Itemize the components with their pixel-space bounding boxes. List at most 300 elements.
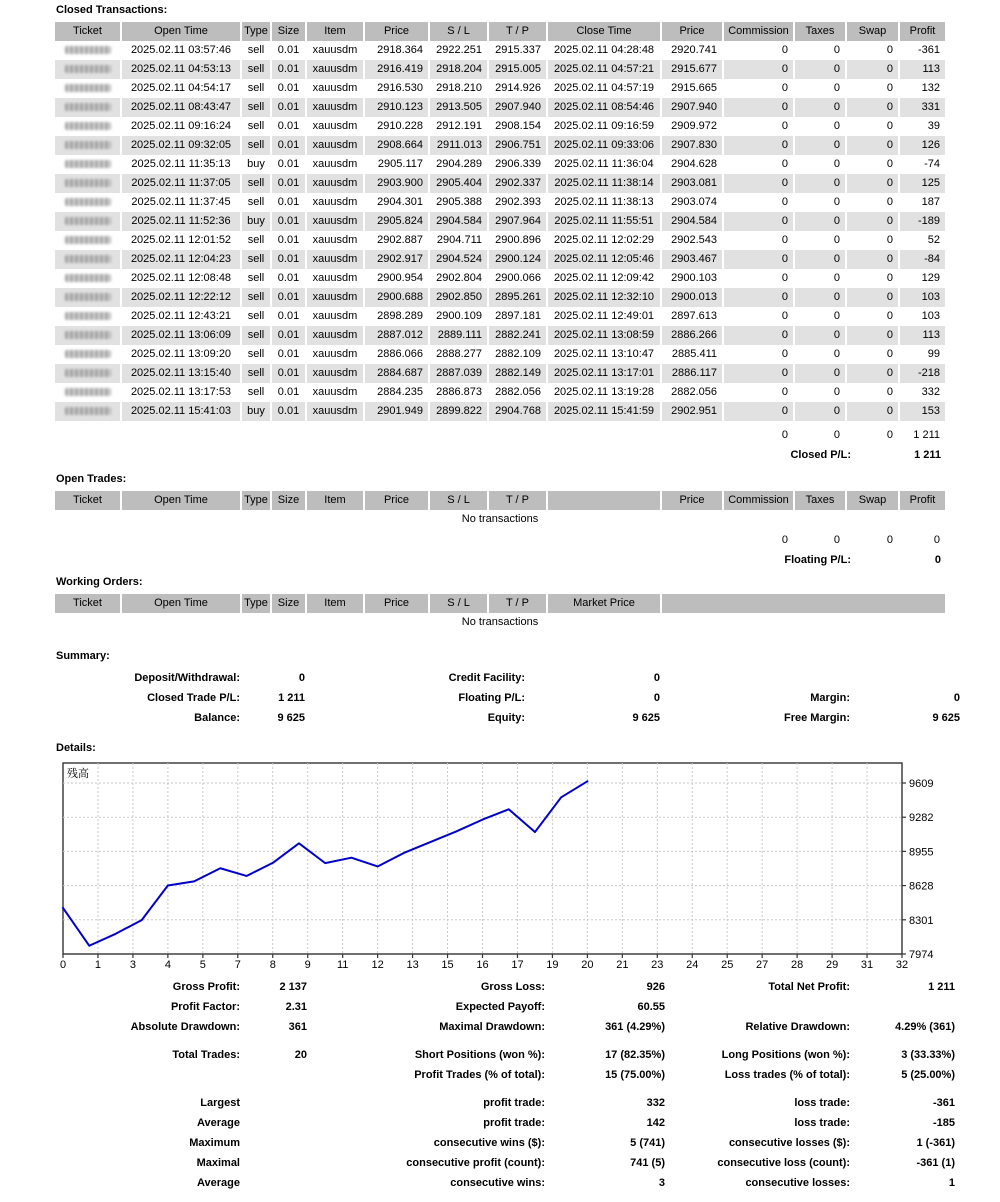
cell-open-time: 2025.02.11 04:54:17 [130,82,232,94]
redacted-ticket [65,236,111,244]
cell-tp: 2882.149 [489,364,546,383]
stat-label: Floating P/L: [458,692,525,704]
cell-price: 2900.103 [671,272,717,284]
cell-tp: 2900.066 [495,272,541,284]
stat-value: 142 [646,1117,665,1129]
x-axis-label: 8 [269,959,276,971]
cell-type: sell [247,120,265,132]
cell-item: xauusdm [307,212,363,231]
cell-ticket [55,250,120,269]
stat-value: 9 625 [932,712,960,724]
column-header-size: Size [272,22,305,41]
cell-taxes: 0 [833,196,840,208]
x-axis-label: 11 [336,959,349,971]
stat-label: consecutive losses ($): [728,1137,850,1149]
closed-pl-value: 1 211 [914,449,941,461]
stat-value: 15 (75.00%) [605,1069,665,1081]
column-header-commission: Commission [724,22,793,41]
table-row [55,345,945,364]
cell-ticket [55,383,120,402]
y-axis-label: 9609 [909,778,934,790]
cell-size: 0.01 [272,212,305,231]
cell-open-time: 2025.02.11 12:43:21 [130,310,232,322]
details-stats-grid [55,977,1000,1193]
redacted-ticket [65,103,111,111]
cell-sl: 2918.210 [436,82,482,94]
closed-transactions-table [55,41,945,421]
cell-profit: 132 [921,82,940,94]
cell-swap: 0 [847,250,898,269]
stat-label: Closed Trade P/L: [147,692,240,704]
cell-price: 2887.012 [365,326,428,345]
stat-value [240,1065,307,1085]
cell-swap: 0 [847,364,898,383]
cell-type: sell [242,364,270,383]
table-row [55,288,945,307]
cell-sl: 2900.109 [436,310,482,322]
x-axis-label: 32 [895,959,909,971]
cell-taxes: 0 [795,250,845,269]
cell-price: 2903.467 [662,250,722,269]
cell-tp: 2906.751 [489,136,546,155]
cell-sl: 2886.873 [436,386,482,398]
y-axis-label: 8301 [909,914,934,927]
table-row [55,174,945,193]
cell-sl: 2904.524 [430,250,487,269]
redacted-ticket [65,160,111,168]
cell-type: sell [242,98,270,117]
cell-price: 2897.613 [671,310,717,322]
cell-tp: 2902.393 [495,196,541,208]
cell-commission: 0 [724,60,793,79]
stat-label: Maximal [196,1157,240,1169]
column-header-open-time: Open Time [122,22,240,41]
cell-item: xauusdm [307,364,363,383]
cell-tp: 2900.124 [489,250,546,269]
cell-type: sell [247,44,265,56]
cell-tp: 2904.768 [489,402,546,421]
column-header-close-time: Close Time [548,22,660,41]
cell-taxes: 0 [833,44,840,56]
table-row [55,307,945,326]
stat-value [850,668,960,688]
column-header-ticket: Ticket [55,491,120,510]
stat-label: Total Net Profit: [768,981,850,993]
cell-open-time: 2025.02.11 04:53:13 [122,60,240,79]
cell-price: 2900.954 [377,272,423,284]
total-commission: 0 [781,429,788,441]
cell-size: 0.01 [272,174,305,193]
cell-item: xauusdm [312,348,358,360]
cell-profit: 153 [900,402,945,421]
cell-ticket [55,79,120,98]
column-header-type: Type [242,594,270,613]
column-header-price: Price [662,22,722,41]
cell-price: 2910.123 [365,98,428,117]
redacted-ticket [65,293,111,301]
cell-price: 2885.411 [671,348,717,360]
cell-open-time: 2025.02.11 13:09:20 [130,348,232,360]
column-header-price: Price [365,594,428,613]
floating-pl-value: 0 [934,554,941,566]
cell-commission: 0 [724,212,793,231]
table-row [55,402,945,421]
table-row [55,155,945,174]
total-size [272,426,305,445]
column-header-sl: S / L [430,491,487,510]
table-row [55,79,945,98]
redacted-ticket [65,179,111,187]
cell-item: xauusdm [312,196,358,208]
details-title: Details: [56,742,96,754]
stat-value: 361 [288,1021,307,1033]
cell-swap: 0 [886,158,893,170]
cell-open-time: 2025.02.11 03:57:46 [130,44,232,56]
stat-label: Balance: [194,712,240,724]
column-header-market-price: Market Price [548,594,660,613]
cell-tp: 2902.337 [489,174,546,193]
cell-commission: 0 [781,272,788,284]
balance-chart-svg [0,756,1000,971]
cell-size: 0.01 [272,364,305,383]
total-price [662,426,722,445]
column-header-taxes: Taxes [795,22,845,41]
cell-item: xauusdm [307,250,363,269]
redacted-ticket [65,331,111,339]
cell-price: 2903.081 [662,174,722,193]
cell-type: buy [242,402,270,421]
column-header-ticket: Ticket [55,594,120,613]
column-header-sl: S / L [430,22,487,41]
closed-transactions-title: Closed Transactions: [56,4,168,16]
cell-item: xauusdm [307,98,363,117]
cell-item: xauusdm [312,120,358,132]
column-header-taxes: Taxes [795,491,845,510]
cell-type: sell [242,288,270,307]
cell-ticket [55,117,120,136]
cell-item: xauusdm [312,158,358,170]
total-ticket [55,531,120,550]
cell-swap: 0 [847,212,898,231]
cell-close-time: 2025.02.11 11:38:13 [554,196,654,208]
stat-label: consecutive wins ($): [433,1137,545,1149]
cell-swap: 0 [847,60,898,79]
x-axis-label: 21 [616,959,629,971]
cell-open-time: 2025.02.11 09:32:05 [122,136,240,155]
total-swap: 0 [886,534,893,546]
redacted-ticket [65,312,111,320]
cell-swap: 0 [886,310,893,322]
column-header-swap: Swap [847,491,898,510]
cell-ticket [55,402,120,421]
stat-label: Maximum [189,1137,240,1149]
cell-price: 2902.543 [671,234,717,246]
total-sl [430,531,487,550]
stat-label: Average [196,1177,240,1189]
total-price [365,426,428,445]
redacted-ticket [65,46,111,54]
cell-ticket [55,60,120,79]
cell-size: 0.01 [272,136,305,155]
column-header-blank [662,594,945,613]
cell-taxes: 0 [833,348,840,360]
balance-chart [0,756,1000,971]
cell-swap: 0 [886,120,893,132]
cell-price: 2904.628 [671,158,717,170]
cell-close-time: 2025.02.11 04:57:19 [553,82,655,94]
column-header-tp: T / P [489,491,546,510]
stat-label: profit trade: [483,1117,545,1129]
cell-commission: 0 [781,196,788,208]
cell-close-time: 2025.02.11 13:08:59 [548,326,660,345]
cell-type: sell [247,386,265,398]
cell-ticket [55,41,120,60]
total-commission: 0 [781,534,788,546]
stat-value: 0 [653,672,660,684]
cell-swap: 0 [886,348,893,360]
x-axis-label: 25 [721,959,734,971]
cell-profit: 125 [900,174,945,193]
total-price [365,531,428,550]
cell-close-time: 2025.02.11 11:55:51 [548,212,660,231]
stat-label: Expected Payoff: [455,1001,545,1013]
stat-label: Profit Trades (% of total): [414,1069,545,1081]
cell-price: 2905.824 [365,212,428,231]
cell-tp: 2907.940 [489,98,546,117]
total-close-time [548,531,660,550]
cell-close-time: 2025.02.11 12:05:46 [548,250,660,269]
cell-commission: 0 [724,288,793,307]
cell-commission: 0 [724,364,793,383]
cell-sl: 2889.111 [430,326,487,345]
stat-label: Loss trades (% of total): [724,1069,850,1081]
table-row [55,231,945,250]
total-item [307,531,363,550]
cell-commission: 0 [724,174,793,193]
cell-tp: 2882.241 [489,326,546,345]
stat-value: -361 (1) [916,1157,955,1169]
total-close-time [548,426,660,445]
cell-sl: 2911.013 [430,136,487,155]
stat-value [240,1173,307,1193]
stat-value: 926 [646,981,665,993]
cell-tp: 2882.056 [495,386,541,398]
cell-open-time: 2025.02.11 12:04:23 [122,250,240,269]
cell-taxes: 0 [795,174,845,193]
column-header-price: Price [662,491,722,510]
stat-value: 1 211 [928,981,955,993]
table-row [55,250,945,269]
column-header-sl: S / L [430,594,487,613]
cell-sl: 2904.584 [430,212,487,231]
cell-price: 2916.419 [365,60,428,79]
total-taxes: 0 [833,534,840,546]
cell-size: 0.01 [272,402,305,421]
cell-ticket [55,364,120,383]
cell-sl: 2922.251 [436,44,482,56]
table-row [55,269,945,288]
cell-item: xauusdm [312,272,358,284]
cell-price: 2886.066 [377,348,423,360]
cell-size: 0.01 [277,82,300,94]
stat-value: 20 [294,1049,307,1061]
column-header-close-time [548,491,660,510]
cell-ticket [55,345,120,364]
cell-sl: 2905.388 [436,196,482,208]
cell-commission: 0 [724,402,793,421]
cell-size: 0.01 [277,44,300,56]
cell-commission: 0 [781,120,788,132]
cell-profit: 39 [927,120,940,132]
cell-price: 2886.117 [662,364,722,383]
cell-taxes: 0 [795,402,845,421]
cell-type: sell [247,348,265,360]
total-size [272,531,305,550]
stat-value: -185 [932,1117,955,1129]
cell-size: 0.01 [272,326,305,345]
total-price [662,531,722,550]
redacted-ticket [65,274,111,282]
total-profit: 0 [933,534,940,546]
cell-commission: 0 [781,348,788,360]
cell-price: 2905.117 [377,158,423,170]
cell-ticket [55,269,120,288]
cell-commission: 0 [781,82,788,94]
cell-price: 2903.900 [365,174,428,193]
stat-value: 361 (4.29%) [605,1021,665,1033]
cell-taxes: 0 [795,212,845,231]
cell-taxes: 0 [795,136,845,155]
cell-price: 2900.013 [662,288,722,307]
cell-profit: 331 [900,98,945,117]
cell-close-time: 2025.02.11 04:28:48 [553,44,655,56]
column-header-type: Type [242,22,270,41]
redacted-ticket [65,369,111,377]
cell-size: 0.01 [277,310,300,322]
x-axis-label: 9 [304,959,311,971]
open-no-transactions: No transactions [461,513,539,525]
total-type [242,426,270,445]
cell-item: xauusdm [307,402,363,421]
cell-tp: 2914.926 [495,82,541,94]
cell-commission: 0 [724,98,793,117]
column-header-type: Type [242,491,270,510]
total-open-time [122,426,240,445]
column-header-item: Item [307,594,363,613]
floating-pl-row [55,551,945,570]
redacted-ticket [65,65,111,73]
cell-sl: 2887.039 [430,364,487,383]
cell-close-time: 2025.02.11 11:38:14 [548,174,660,193]
cell-taxes: 0 [833,158,840,170]
cell-taxes: 0 [795,326,845,345]
redacted-ticket [65,84,111,92]
table-row [55,136,945,155]
cell-type: sell [242,326,270,345]
cell-price: 2902.887 [377,234,423,246]
stat-label: Deposit/Withdrawal: [134,672,240,684]
redacted-ticket [65,388,111,396]
cell-open-time: 2025.02.11 12:08:48 [130,272,232,284]
total-sl [430,426,487,445]
cell-close-time: 2025.02.11 12:32:10 [548,288,660,307]
cell-profit: 99 [927,348,940,360]
cell-profit: 187 [921,196,940,208]
redacted-ticket [65,141,111,149]
stat-value: 3 (33.33%) [901,1049,955,1061]
table-row [55,212,945,231]
column-header-tp: T / P [489,594,546,613]
column-header-commission: Commission [724,491,793,510]
cell-profit: 126 [900,136,945,155]
cell-price: 2903.074 [671,196,717,208]
x-axis-label: 28 [791,959,804,971]
column-header-size: Size [272,491,305,510]
column-header-size: Size [272,594,305,613]
stat-label: consecutive profit (count): [406,1157,545,1169]
cell-swap: 0 [886,386,893,398]
cell-open-time: 2025.02.11 11:37:45 [131,196,231,208]
cell-tp: 2915.337 [495,44,541,56]
open-totals-row [55,531,945,550]
cell-swap: 0 [886,82,893,94]
cell-taxes: 0 [833,234,840,246]
stat-value: 2.31 [285,1001,307,1013]
cell-taxes: 0 [833,386,840,398]
cell-tp: 2900.896 [495,234,541,246]
cell-type: sell [242,60,270,79]
column-header-ticket: Ticket [55,22,120,41]
stat-value: 1 [948,1177,955,1189]
cell-price: 2901.949 [365,402,428,421]
cell-swap: 0 [847,98,898,117]
cell-sl: 2905.404 [430,174,487,193]
cell-type: sell [247,310,265,322]
stat-value [240,1153,307,1173]
cell-sl: 2902.850 [430,288,487,307]
stat-value: 17 (82.35%) [605,1049,665,1061]
stat-value: 0 [298,672,305,684]
total-type [242,531,270,550]
column-header-profit: Profit [900,22,945,41]
cell-price: 2908.664 [365,136,428,155]
x-axis-label: 19 [546,959,559,971]
cell-commission: 0 [781,234,788,246]
cell-ticket [55,307,120,326]
stat-label: Total Trades: [172,1049,240,1061]
total-ticket [55,426,120,445]
cell-ticket [55,174,120,193]
closed-transactions-header [55,22,945,41]
cell-type: sell [242,174,270,193]
cell-open-time: 2025.02.11 08:43:47 [122,98,240,117]
cell-commission: 0 [724,326,793,345]
stat-label: Short Positions (won %): [414,1049,545,1061]
cell-profit: -74 [924,158,940,170]
cell-open-time: 2025.02.11 13:17:53 [130,386,232,398]
stat-label: Long Positions (won %): [721,1049,850,1061]
table-row [55,193,945,212]
stat-value: 1 211 [278,692,305,704]
stat-label: Equity: [487,712,525,724]
cell-taxes: 0 [795,60,845,79]
closed-pl-label: Closed P/L: [790,449,851,461]
x-axis-label: 4 [164,959,171,971]
cell-close-time: 2025.02.11 11:36:04 [554,158,654,170]
cell-ticket [55,155,120,174]
cell-close-time: 2025.02.11 12:02:29 [553,234,655,246]
cell-tp: 2897.181 [495,310,541,322]
